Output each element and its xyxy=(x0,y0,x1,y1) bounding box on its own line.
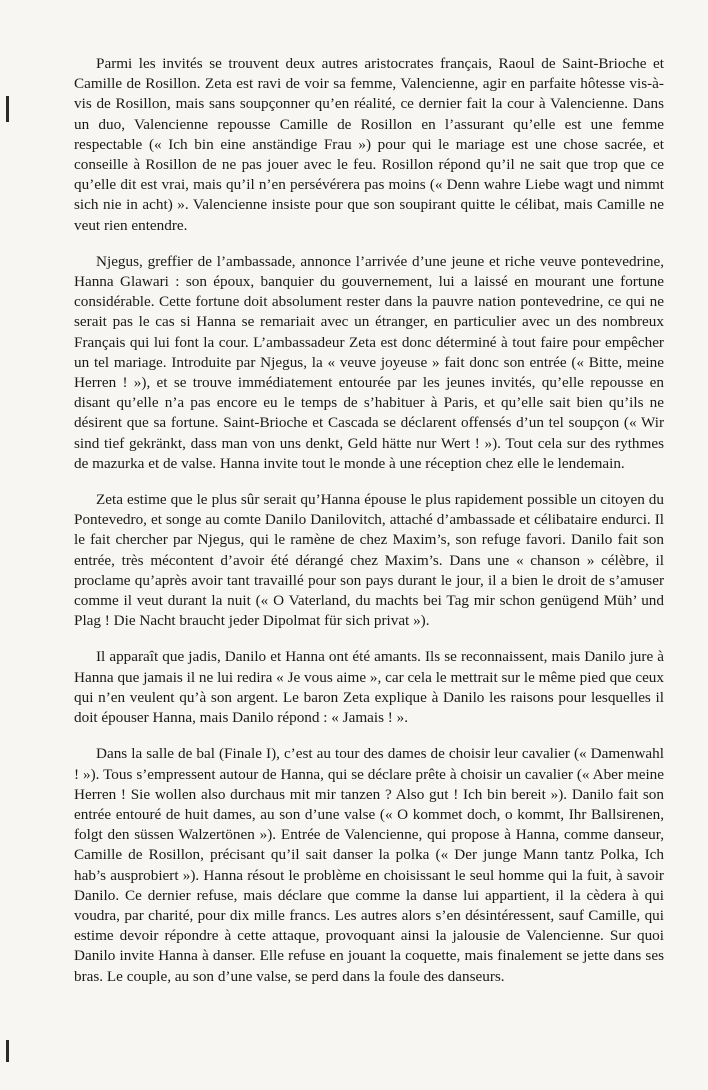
paragraph-njegus-hanna: Njegus, greffier de l’ambassade, annonce l’arrivée d’une jeune et riche veuve pontevedrine, Hanna Glawari : son époux, banquier du gouvernement, lui a laissé en mourant une fortune considérable. Cette fortune doit absolument rester dans la pauvre nation pontevedrine, ce qui ne serait pas le cas si Hanna se remariait avec un étranger, en particulier avec un des nombreux Français qui lui font la cour. L’ambassadeur Zeta est donc déterminé à tout faire pour empêcher un tel mariage. Introduite par Njegus, la « veuve joyeuse » fait donc son entrée (« Bitte, meine Herren ! »), et se trouve immédiatement entourée par les jeunes invités, qu’elle repousse en disant qu’elle n’a pas encore eu le temps de s’habituer à Paris, et qu’elle sait bien qu’ils ne désirent que sa fortune. Saint-Brioche et Cascada se déclarent offensés d’un tel soupçon (« Wir sind tief gekränkt, dass man von uns denkt, Geld hätte nur Wert ! »). Tout cela sur des rythmes de mazurka et de valse. Hanna invite tout le monde à une réception chez elle le lendemain. xyxy=(74,252,664,472)
paragraph-zeta-danilo: Zeta estime que le plus sûr serait qu’Hanna épouse le plus rapidement possible un citoyen du Pontevedro, et songe au comte Danilo Danilovitch, attaché d’ambassade et célibataire endurci. Il le fait chercher par Njegus, qui le ramène de chez Maxim’s, son refuge favori. Danilo fait son entrée, très mécontent d’avoir été dérangé chez Maxim’s. Dans une « chanson » célèbre, il proclame qu’après avoir tant travaillé pour son pays durant le jour, il a bien le droit de s’amuser comme il veut durant la nuit (« O Vaterland, du machts bei Tag mir schon genügend Müh’ und Plag ! Die Nacht braucht jeder Dipolmat für sich privat »). xyxy=(74,491,664,630)
paragraph-guests: Parmi les invités se trouvent deux autres aristocrates français, Raoul de Saint-Brioche et Camille de Rosillon. Zeta est ravi de voir sa femme, Valencienne, agir en parfaite hôtesse vis-à-vis de Rosillon, mais sans soupçonner qu’en réalité, ce dernier fait la cour à Valencienne. Dans un duo, Valencienne repousse Camille de Rosillon en l’assurant qu’elle est une femme respectable (« Ich bin eine anständige Frau ») pour qui le mariage est une chose sacrée, et conseille à Rosillon de ne pas jouer avec le feu. Rosillon répond qu’il ne sait que trop que ce qu’elle dit est vrai, mais qu’il n’en persévérera pas moins (« Denn wahre Liebe wagt und nimmt sich nie in acht) ». Valencienne insiste pour que son soupirant quitte le célibat, mais Camille ne veut rien entendre. xyxy=(74,55,664,234)
scan-edge-mark-bottom xyxy=(6,1040,9,1062)
paragraph-finale-one: Dans la salle de bal (Finale I), c’est au tour des dames de choisir leur cavalier (« Damenwahl ! »). Tous s’empressent autour de Hanna, qui se déclare prête à choisir un cavalier (« Aber meine Herren ! Sie wollen also durchaus mit mir tanzen ? Also gut ! Ich bin bereit »). Danilo fait son entrée entouré de huit dames, au son d’une valse (« O kommet doch, o kommt, Ihr Ballsirenen, folgt den süssen Walzertönen »). Entrée de Valencienne, qui propose à Hanna, comme danseur, Camille de Rosillon, précisant qu’il sait danser la polka (« Der junge Mann tantz Polka, Ich hab’s ausprobiert »). Hanna résout le problème en choisissant le seul homme qui la fuit, à savoir Danilo. Ce dernier refuse, mais déclare que comme la danse lui appartient, il la cèdera à qui voudra, par charité, pour dix mille francs. Les autres alors s’en désintéressent, sauf Camille, qui estime devoir répondre à cette attaque, provoquant ainsi la jalousie de Valencienne. Sur quoi Danilo invite Hanna à danser. Elle refuse en jouant la coquette, mais finalement se jette dans ses bras. Le couple, au son d’une valse, se perd dans la foule des danseurs. xyxy=(74,745,664,985)
document-page xyxy=(74,54,664,1003)
scan-edge-mark-top xyxy=(6,96,9,122)
paragraph-former-lovers: Il apparaît que jadis, Danilo et Hanna ont été amants. Ils se reconnaissent, mais Danilo jure à Hanna que jamais il ne lui redira « Je vous aime », car cela le mettrait sur le même pied que ceux qui n’en veulent qu’à son argent. Le baron Zeta explique à Danilo les raisons pour lesquelles il doit épouser Hanna, mais Danilo répond : « Jamais ! ». xyxy=(74,648,664,727)
